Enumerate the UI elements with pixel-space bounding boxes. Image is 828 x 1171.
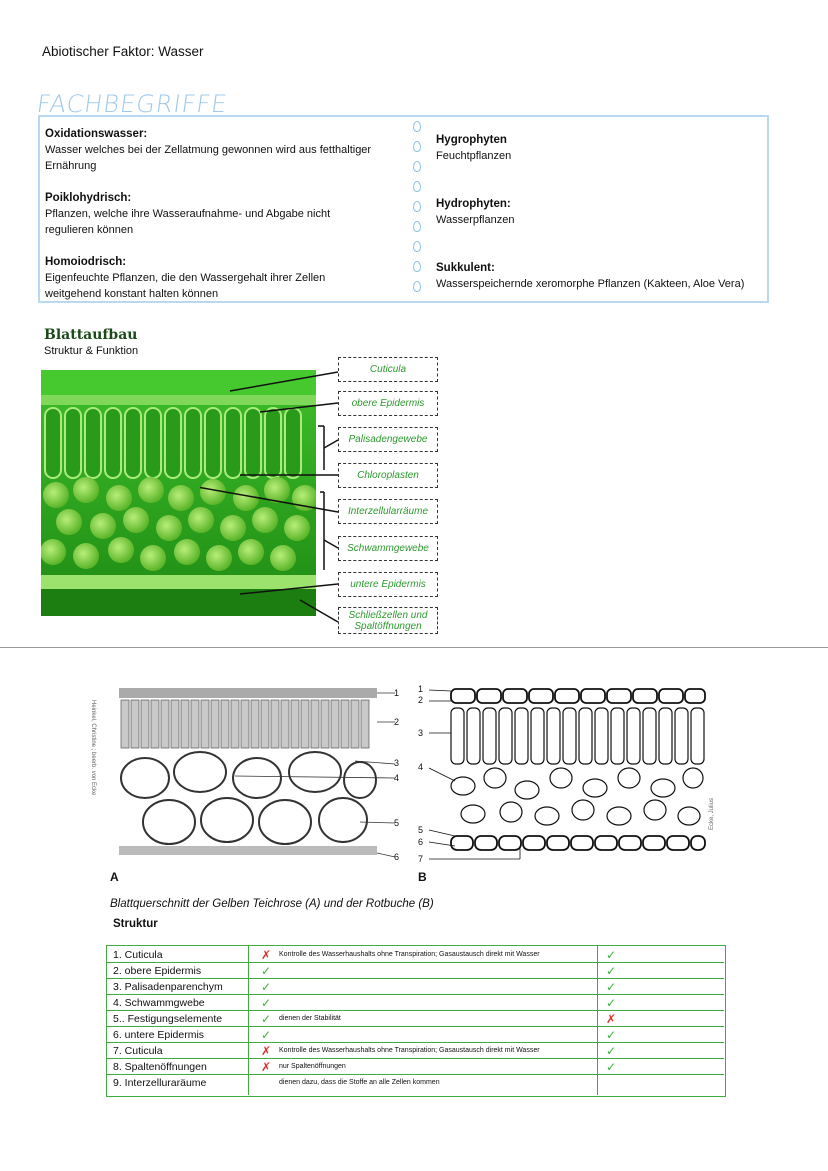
table-row: [107, 947, 724, 963]
water-drop-icon: [413, 241, 421, 252]
row-mark: [604, 1075, 618, 1091]
diagram-b-number: 6: [418, 837, 424, 847]
term-name: Homoiodrisch:: [45, 256, 127, 268]
table-row: [107, 1011, 724, 1027]
term-definition: Wasserspeichernde xeromorphe Pflanzen (Kakteen, Aloe Vera): [436, 278, 745, 290]
check-mark-icon: ✓: [260, 1028, 272, 1042]
term-poiklohydrisch: [45, 190, 405, 238]
label-line: Spaltöffnungen: [354, 620, 422, 632]
table-row: [107, 1075, 724, 1091]
row-structure-name: 1. Cuticula: [113, 949, 163, 961]
row-structure-name: 7. Cuticula: [113, 1045, 163, 1057]
term-oxidationswasser: [45, 126, 405, 174]
label-obere-epidermis: obere Epidermis: [338, 391, 438, 416]
term-definition: regulieren können: [45, 224, 134, 236]
table-row: [107, 1059, 724, 1075]
water-drop-icon: [413, 181, 421, 192]
term-definition: Pflanzen, welche ihre Wasseraufnahme- und Abgabe nicht: [45, 208, 331, 220]
term-name: Hygrophyten: [436, 134, 507, 146]
diagram-a-teichrose: [105, 686, 405, 864]
term-definition: Wasserpflanzen: [436, 214, 515, 226]
struktur-table: [106, 945, 726, 1097]
row-structure-name: 3. Palisadenparenchym: [113, 981, 223, 993]
label-untere-epidermis: untere Epidermis: [338, 572, 438, 597]
water-drop-icon: [413, 201, 421, 212]
label-cuticula: Cuticula: [338, 357, 438, 382]
check-mark-icon: ✓: [605, 1028, 617, 1042]
water-drop-icon: [413, 121, 421, 132]
check-mark-icon: ✓: [260, 964, 272, 978]
row-structure-name: 4. Schwammgwebe: [113, 997, 205, 1009]
fachbegriffe-heading: FACHBEGRIFFE: [35, 90, 230, 118]
label-palisadengewebe: Palisadengewebe: [338, 427, 438, 452]
diagram-b-number: 5: [418, 825, 424, 835]
page-title: Abiotischer Faktor: Wasser: [42, 44, 204, 59]
term-definition: Ernährung: [45, 160, 97, 172]
cross-mark-icon: ✗: [260, 948, 272, 962]
credit-a: Heinkel, Christine ; beerb. von Ecke: [90, 700, 96, 796]
row-note: Kontrolle des Wasserhaushalts ohne Transpiration; Gasaustausch direkt mit Wasser: [279, 951, 540, 958]
row-structure-name: 9. Interzelluraräume: [113, 1077, 207, 1089]
struktur-heading: Struktur: [113, 918, 158, 930]
label-chloroplasten: Chloroplasten: [338, 463, 438, 488]
diagram-a-number: 1: [394, 688, 400, 698]
water-drop-icon: [413, 161, 421, 172]
diagram-a-number: 5: [394, 818, 400, 828]
fachbegriffe-box: [38, 115, 769, 303]
diagram-a-number: 4: [394, 773, 400, 783]
term-definition: Feuchtpflanzen: [436, 150, 512, 162]
row-structure-name: 2. obere Epidermis: [113, 965, 202, 977]
row-structure-name: 8. Spaltenöffnungen: [113, 1061, 207, 1073]
row-note: dienen der Stabilität: [279, 1015, 341, 1022]
section-divider: [0, 647, 828, 648]
diagram-a-number: 3: [394, 758, 400, 768]
table-row: [107, 963, 724, 979]
term-name: Oxidationswasser:: [45, 128, 148, 140]
diagram-a-number: 2: [394, 717, 400, 727]
check-mark-icon: ✓: [605, 1044, 617, 1058]
figure-caption: Blattquerschnitt der Gelben Teichrose (A) und der Rotbuche (B): [110, 898, 434, 910]
row-note: nur Spaltenöffnungen: [279, 1063, 346, 1070]
term-name: Sukkulent:: [436, 262, 495, 274]
check-mark-icon: ✓: [605, 1060, 617, 1074]
label-schwammgewebe: Schwammgewebe: [338, 536, 438, 561]
table-row: [107, 1043, 724, 1059]
row-note: Kontrolle des Wasserhaushalts ohne Transpiration; Gasaustausch direkt mit Wasser: [279, 1047, 540, 1054]
water-drop-icon: [413, 261, 421, 272]
term-name: Poiklohydrisch:: [45, 192, 132, 204]
diagram-a-number: 6: [394, 852, 400, 862]
cross-mark-icon: ✗: [260, 1044, 272, 1058]
check-mark-icon: ✓: [605, 980, 617, 994]
row-note: dienen dazu, dass die Stoffe an alle Zellen kommen: [279, 1079, 440, 1086]
term-sukkulent: [436, 260, 766, 292]
row-structure-name: 5.. Festigungselemente: [113, 1013, 223, 1025]
table-row: [107, 979, 724, 995]
term-homoiodrisch: [45, 254, 405, 302]
term-definition: weitgehend konstant halten können: [45, 288, 219, 300]
diagram-b-label: B: [418, 870, 427, 884]
check-mark-icon: ✓: [605, 948, 617, 962]
blattaufbau-title: Blattaufbau: [44, 327, 138, 343]
row-structure-name: 6. untere Epidermis: [113, 1029, 205, 1041]
label-schliesszellen: [338, 607, 438, 634]
check-mark-icon: ✓: [260, 980, 272, 994]
water-drop-icon: [413, 281, 421, 292]
label-leader-lines: [200, 360, 340, 630]
cross-mark-icon: ✗: [260, 1060, 272, 1074]
blattaufbau-subtitle: Struktur & Funktion: [44, 345, 139, 357]
term-name: Hydrophyten:: [436, 198, 511, 210]
label-interzellularraeume: Interzellularräume: [338, 499, 438, 524]
check-mark-icon: ✓: [605, 964, 617, 978]
water-drop-icon: [413, 141, 421, 152]
diagram-b-number: 2: [418, 695, 424, 705]
term-hydrophyten: [436, 196, 766, 228]
label-line: Schließzellen und: [348, 609, 428, 621]
term-definition: Wasser welches bei der Zellatmung gewonnen wird aus fetthaltiger: [45, 144, 372, 156]
diagram-b-number: 1: [418, 684, 424, 694]
cross-mark-icon: ✗: [605, 1012, 617, 1026]
diagram-b-rotbuche: [415, 686, 710, 864]
check-mark-icon: ✓: [260, 1012, 272, 1026]
diagram-a-label: A: [110, 870, 119, 884]
term-definition: Eigenfeuchte Pflanzen, die den Wassergehalt ihrer Zellen: [45, 272, 326, 284]
check-mark-icon: ✓: [260, 996, 272, 1010]
water-drop-icon: [413, 221, 421, 232]
diagram-b-number: 7: [418, 854, 424, 864]
table-row: [107, 995, 724, 1011]
term-hygrophyten: [436, 132, 766, 164]
table-row: [107, 1027, 724, 1043]
row-mark: [259, 1075, 273, 1091]
credit-b: Ecke, Julius: [709, 797, 715, 830]
diagram-b-number: 4: [418, 762, 424, 772]
diagram-b-number: 3: [418, 728, 424, 738]
check-mark-icon: ✓: [605, 996, 617, 1010]
